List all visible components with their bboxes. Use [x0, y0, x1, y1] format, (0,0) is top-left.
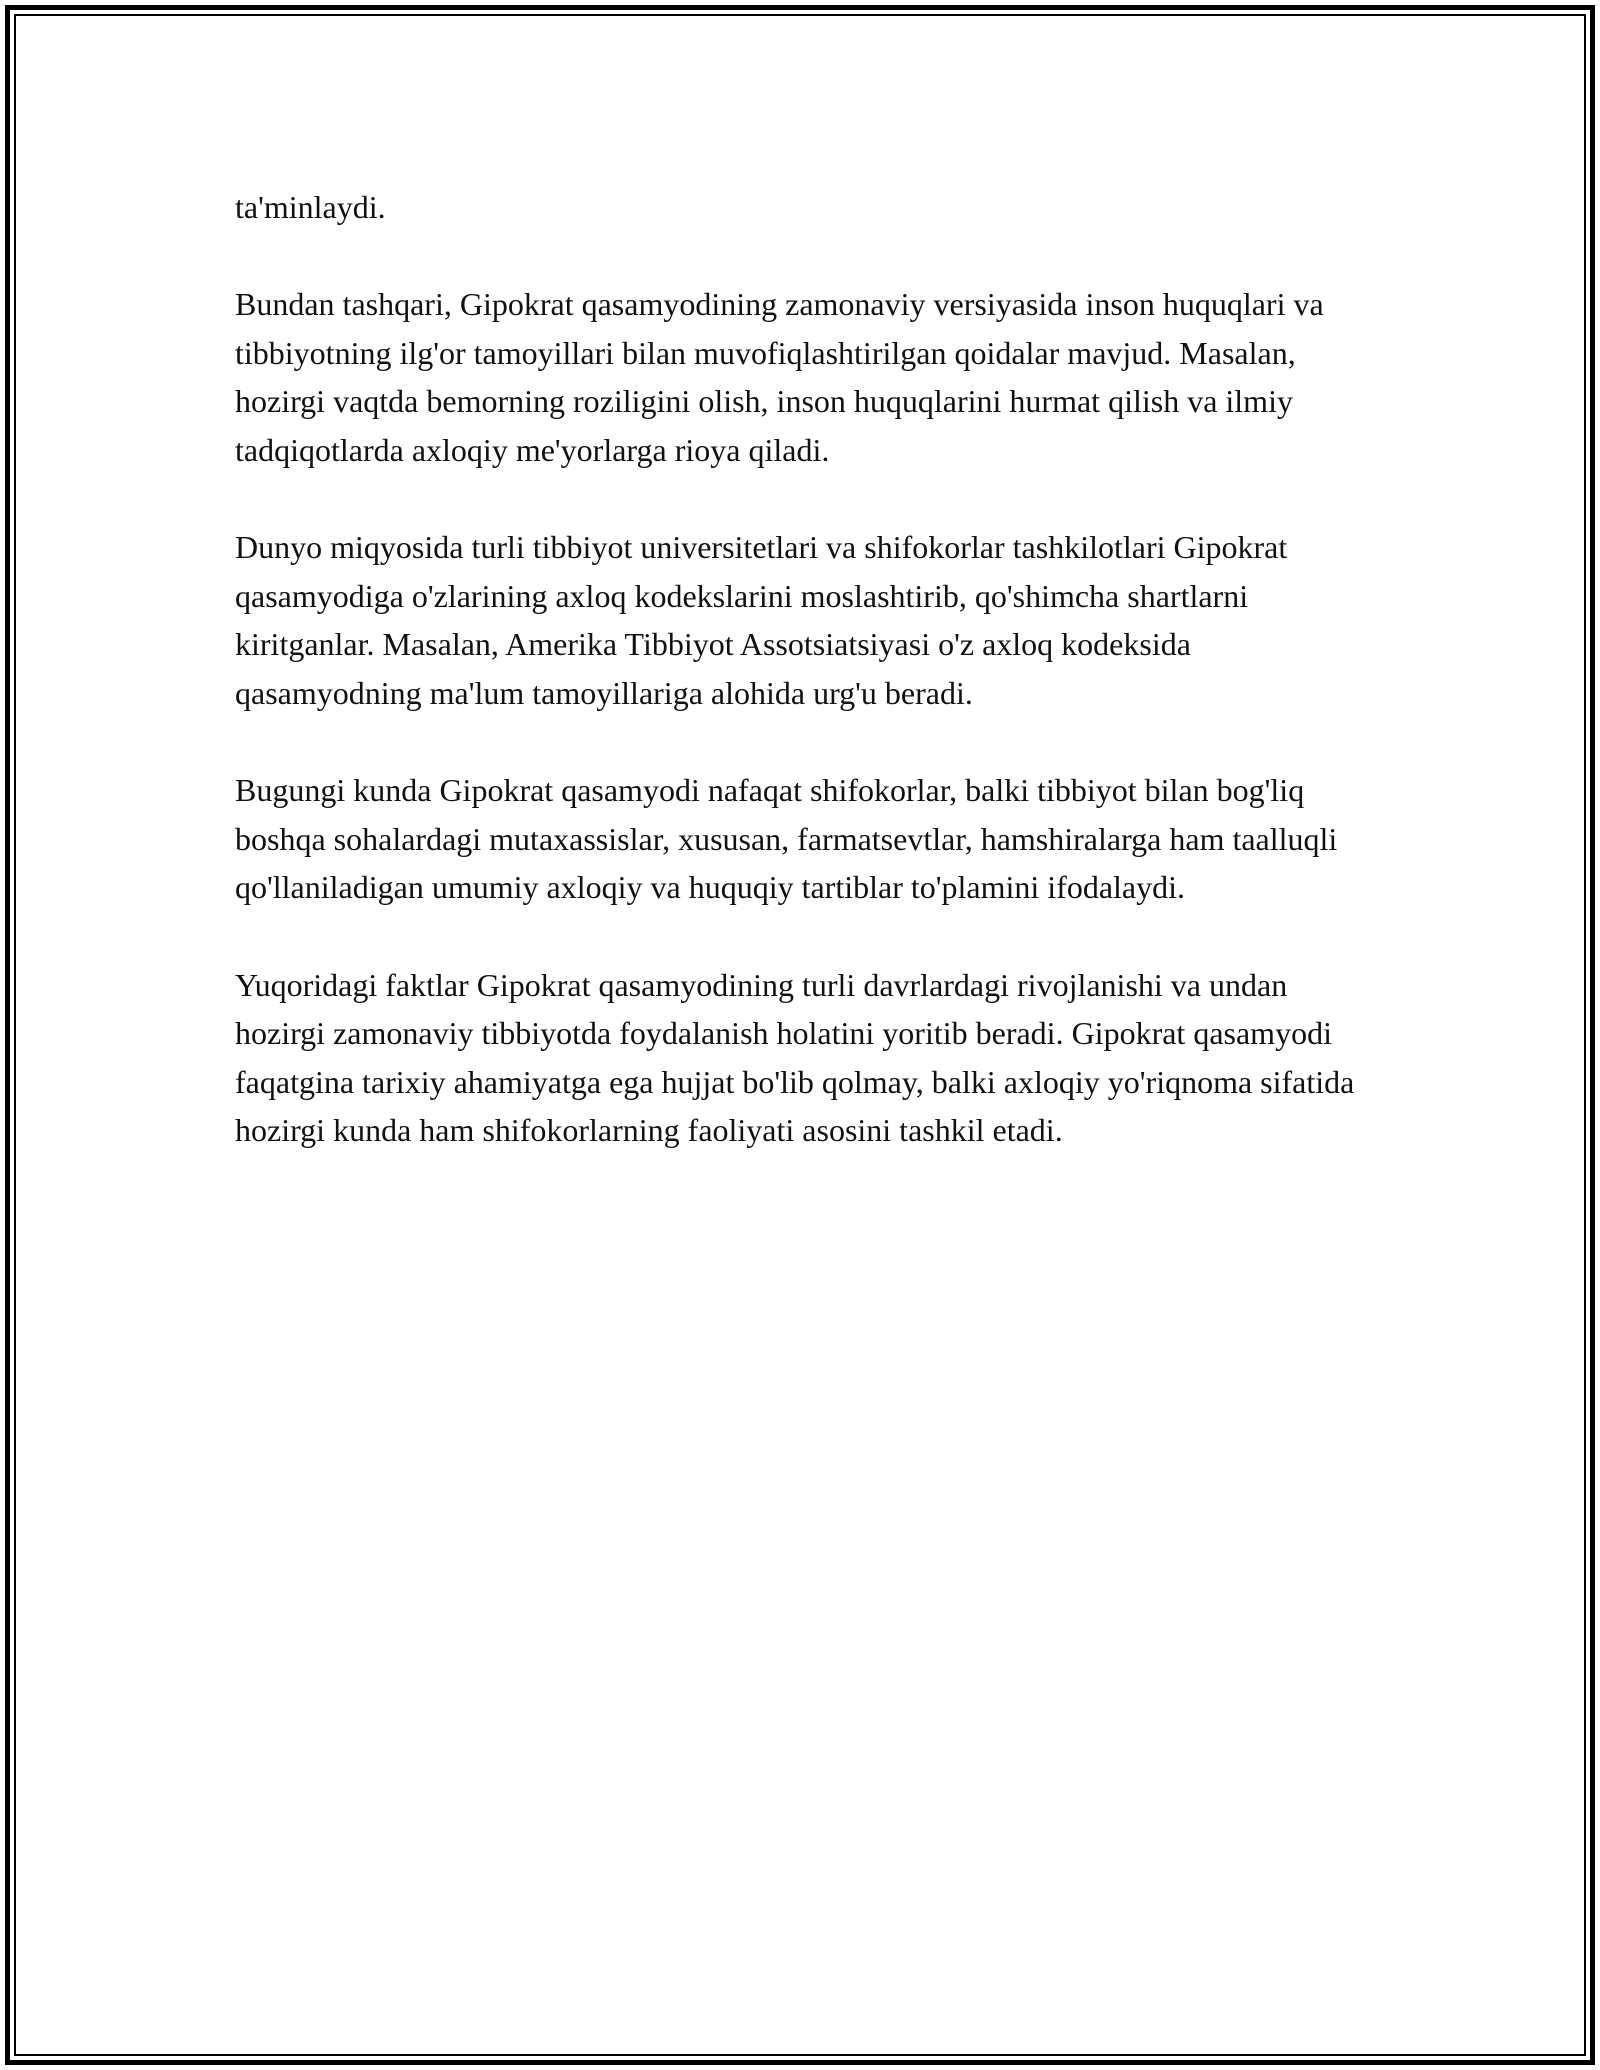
paragraph-modern-version: Bundan tashqari, Gipokrat qasamyodining zamonaviy versiyasida inson huquqlari va tibbiyotning ilg'or tamoyillari bilan muvofiqlashtirilgan qoidalar mavjud. Masalan, hozirgi vaqtda bemorning roziligini olish, inson huquqlarini hurmat qilish va ilmiy tadqiqotlarda axloqiy me'yorlarga rioya qiladi.	[235, 286, 1324, 468]
document-body	[235, 183, 1375, 1203]
paragraph-today: Bugungi kunda Gipokrat qasamyodi nafaqat shifokorlar, balki tibbiyot bilan bog'liq boshqa sohalardagi mutaxassislar, xususan, farmatsevtlar, hamshiralarga ham taalluqli qo'llaniladigan umumiy axloqiy va huquqiy tartiblar to'plamini ifodalaydi.	[235, 772, 1338, 906]
paragraph-world-organizations: Dunyo miqyosida turli tibbiyot universitetlari va shifokorlar tashkilotlari Gipokrat qasamyodiga o'zlarining axloq kodekslarini moslashtirib, qo'shimcha shartlarni kiritganlar. Masalan, Amerika Tibbiyot Assotsiatsiyasi o'z axloq kodeksida qasamyodning ma'lum tamoyillariga alohida urg'u beradi.	[235, 529, 1288, 711]
paragraph-conclusion: Yuqoridagi faktlar Gipokrat qasamyodining turli davrlardagi rivojlanishi va undan hozirgi zamonaviy tibbiyotda foydalanish holatini yoritib beradi. Gipokrat qasamyodi faqatgina tarixiy ahamiyatga ega hujjat bo'lib qolmay, balki axloqiy yo'riqnoma sifatida hozirgi kunda ham shifokorlarning faoliyati asosini tashkil etadi.	[235, 966, 1355, 1149]
paragraph-continuation: ta'minlaydi.	[235, 189, 386, 225]
